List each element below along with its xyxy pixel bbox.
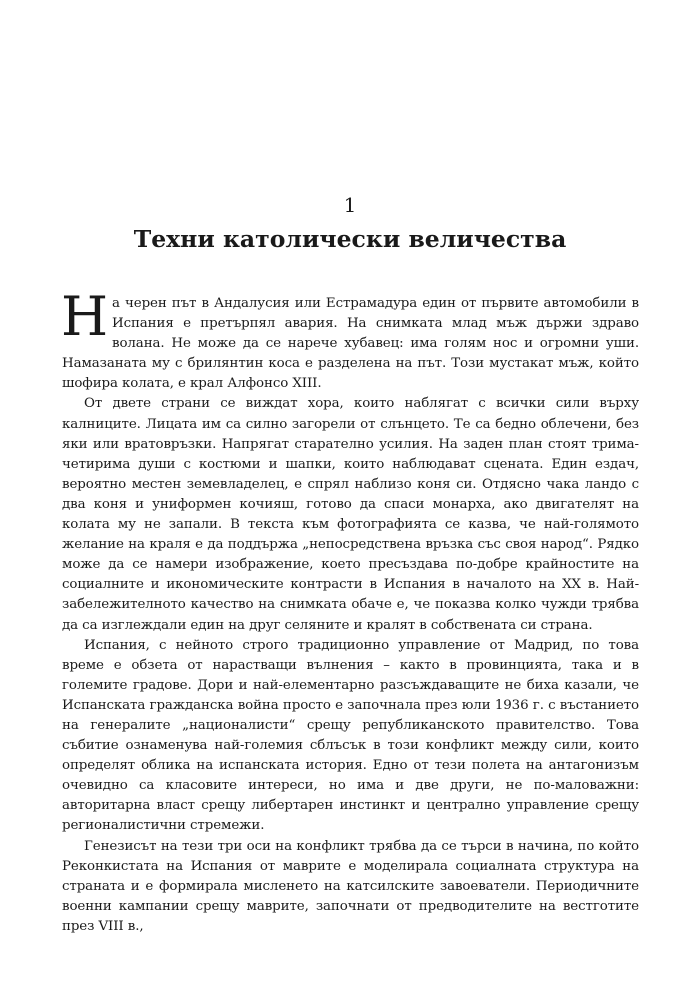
paragraph-3: Испания, с нейното строго традиционно управление от Мадрид, по това време е обзета от нарастващи вълнения – както в провинцията, така и в големите градове. Дори и най-елементарно разсъждаващите не биха казали, че Испанската гражданска война просто е започнала през юли 1936 г. с въстанието на генералите „националисти“ срещу републиканското правителство. Това събитие ознаменува най-големия сблъсък в този конфликт между сили, които определят облика на испанската история. Едно от тези полета на антагонизъм очевидно са класовите интереси, но има и две други, не по-маловажни: авторитарна власт срещу либертарен инстинкт и централно управление срещу регионалистични стремежи. [62, 637, 639, 834]
drop-cap: Н [61, 285, 108, 348]
paragraph-1-text: а черен път в Андалусия или Естрамадура един от първите автомобили в Испания е претърпял авария. На снимката млад мъж държи здраво волана. Не може да се нарече хубавец: има голям нос и огромни уши. Намазаната му с брилянтин коса е разделена на път. Този мустакат мъж, който шофира колата, е крал Алфонсо XIII. [62, 296, 639, 392]
chapter-number: 1 [343, 193, 357, 217]
paragraph-1 [61, 285, 639, 394]
paragraph-4: Генезисът на тези три оси на конфликт трябва да се търси в начина, по който Реконкистата на Испания от маврите е моделирала социалната структура на страната и е формирала мисленето на катсилските завоеватели. Периодичните военни кампании срещу маврите, започнати от предводителите на вестготите през VIII в., [62, 838, 639, 934]
chapter-body [61, 285, 639, 937]
paragraph-2: От двете страни се виждат хора, които наблягат с всички сили върху калниците. Лицата им са силно загорели от слънцето. Те са бедно облечени, без яки или вратовръзки. Напрягат старателно усилия. На заден план стоят трима-четирима души с костюми и шапки, които наблюдават сцената. Един ездач, вероятно местен земевладелец, е спрял наблизо коня си. Отдясно чака ландо с два коня и униформен кочияш, готово да спаси монарха, ако двигателят на колата му не запали. В текста към фотографията се казва, че най-голямото желание на краля е да поддържа „непосредствена връзка със своя народ“. Рядко може да се намери изображение, което пресъздава по-добре крайностите на социалните и икономическите контрасти в Испания в началото на XX в. Най-забележителното качество на снимката обаче е, че показва колко чужди трябва да са изглеждали един на друг селяните и кралят в собствената си страна. [62, 396, 639, 633]
chapter-title: Техни католически величества [133, 225, 567, 253]
